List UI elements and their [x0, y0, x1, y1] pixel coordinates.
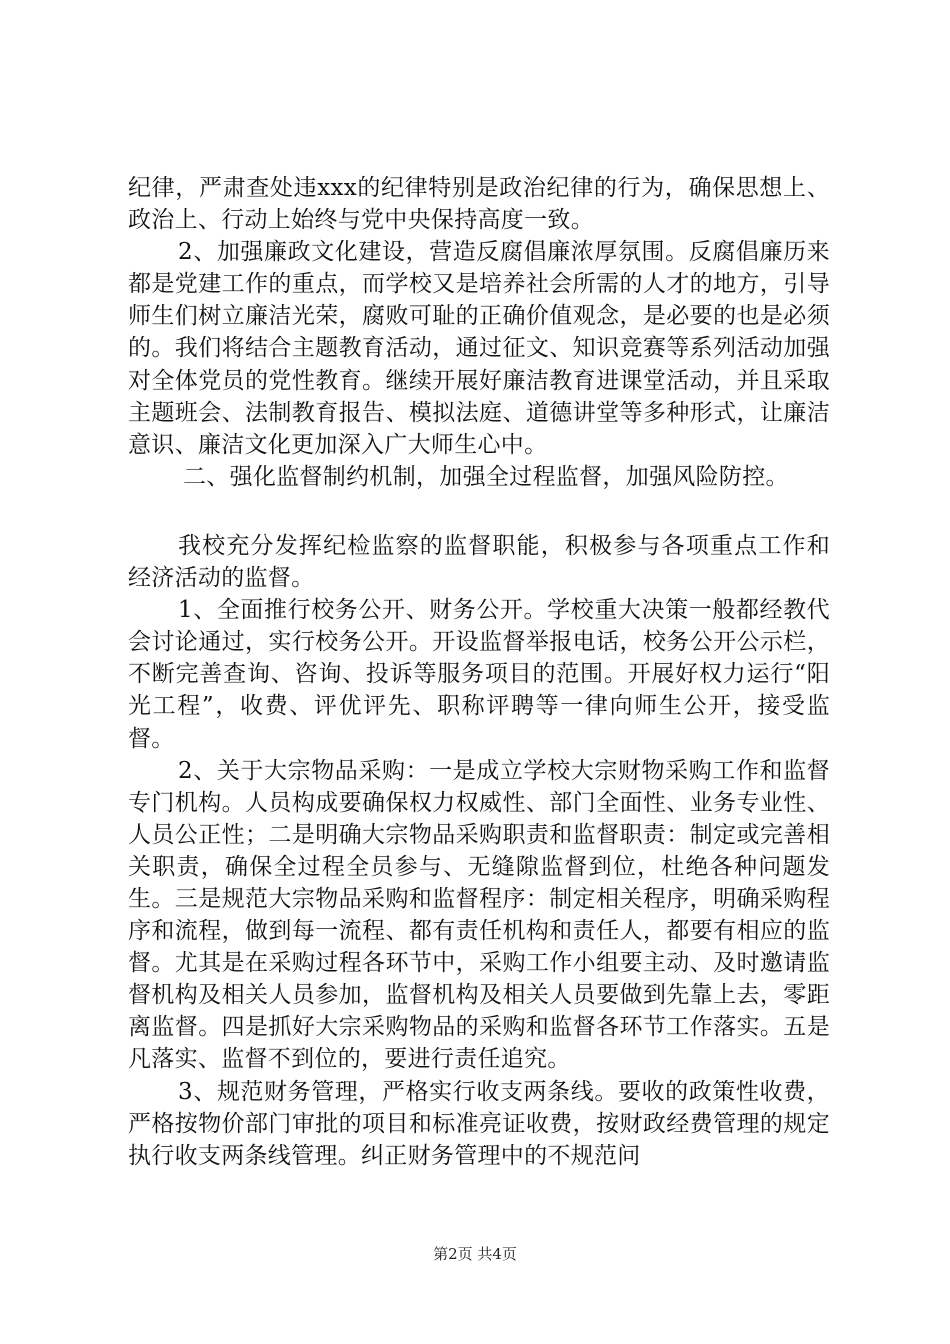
- paragraph-bulk-procurement: 2、关于大宗物品采购：一是成立学校大宗财物采购工作和监督专门机构。人员构成要确保权力权威性、部门全面性、业务专业性、人员公正性；二是明确大宗物品采购职责和监督职责：制定或完善相关职责，确保全过程全员参与、无缝隙监督到位，杜绝各种问题发生。三是规范大宗物品采购和监督程序：制定相关程序，明确采购程序和流程，做到每一流程、都有责任机构和责任人，都要有相应的监督。尤其是在采购过程各环节中，采购工作小组要主动、及时邀请监督机构及相关人员参加，监督机构及相关人员要做到先靠上去，零距离监督。四是抓好大宗采购物品的采购和监督各环节工作落实。五是凡落实、监督不到位的，要进行责任追究。: [128, 757, 830, 1073]
- paragraph-anti-corruption-culture: 2、加强廉政文化建设，营造反腐倡廉浓厚氛围。反腐倡廉历来都是党建工作的重点，而学校又是培养社会所需的人才的地方，引导师生们树立廉洁光荣，腐败可耻的正确价值观念，是必要的也是必须的。我们将结合主题教育活动，通过征文、知识竞赛等系列活动加强对全体党员的党性教育。继续开展好廉洁教育进课堂活动，并且采取主题班会、法制教育报告、模拟法庭、道德讲堂等多种形式，让廉洁意识、廉洁文化更加深入广大师生心中。: [128, 239, 830, 458]
- paragraph-financial-management: 3、规范财务管理，严格实行收支两条线。要收的政策性收费，严格按物价部门审批的项目和标准亮证收费，按财政经费管理的规定执行收支两条线管理。纠正财务管理中的不规范问: [128, 1078, 830, 1169]
- paragraph-affairs-disclosure: 1、全面推行校务公开、财务公开。学校重大决策一般都经教代会讨论通过，实行校务公开。开设监督举报电话，校务公开公示栏，不断完善查询、咨询、投诉等服务项目的范围。开展好权力运行“阳光工程”，收费、评优评先、职称评聘等一律向师生公开，接受监督。: [128, 597, 830, 752]
- paragraph-supervision-intro: 我校充分发挥纪检监察的监督职能，积极参与各项重点工作和经济活动的监督。: [128, 532, 830, 592]
- document-body: [128, 172, 830, 1172]
- section-heading-supervision: 二、强化监督制约机制，加强全过程监督，加强风险防控。: [183, 463, 789, 490]
- paragraph-continuation: 纪律，严肃查处违xxx的纪律特别是政治纪律的行为，确保思想上、政治上、行动上始终与党中央保持高度一致。: [128, 175, 830, 234]
- page-number-footer: 第2页 共4页: [433, 1245, 517, 1263]
